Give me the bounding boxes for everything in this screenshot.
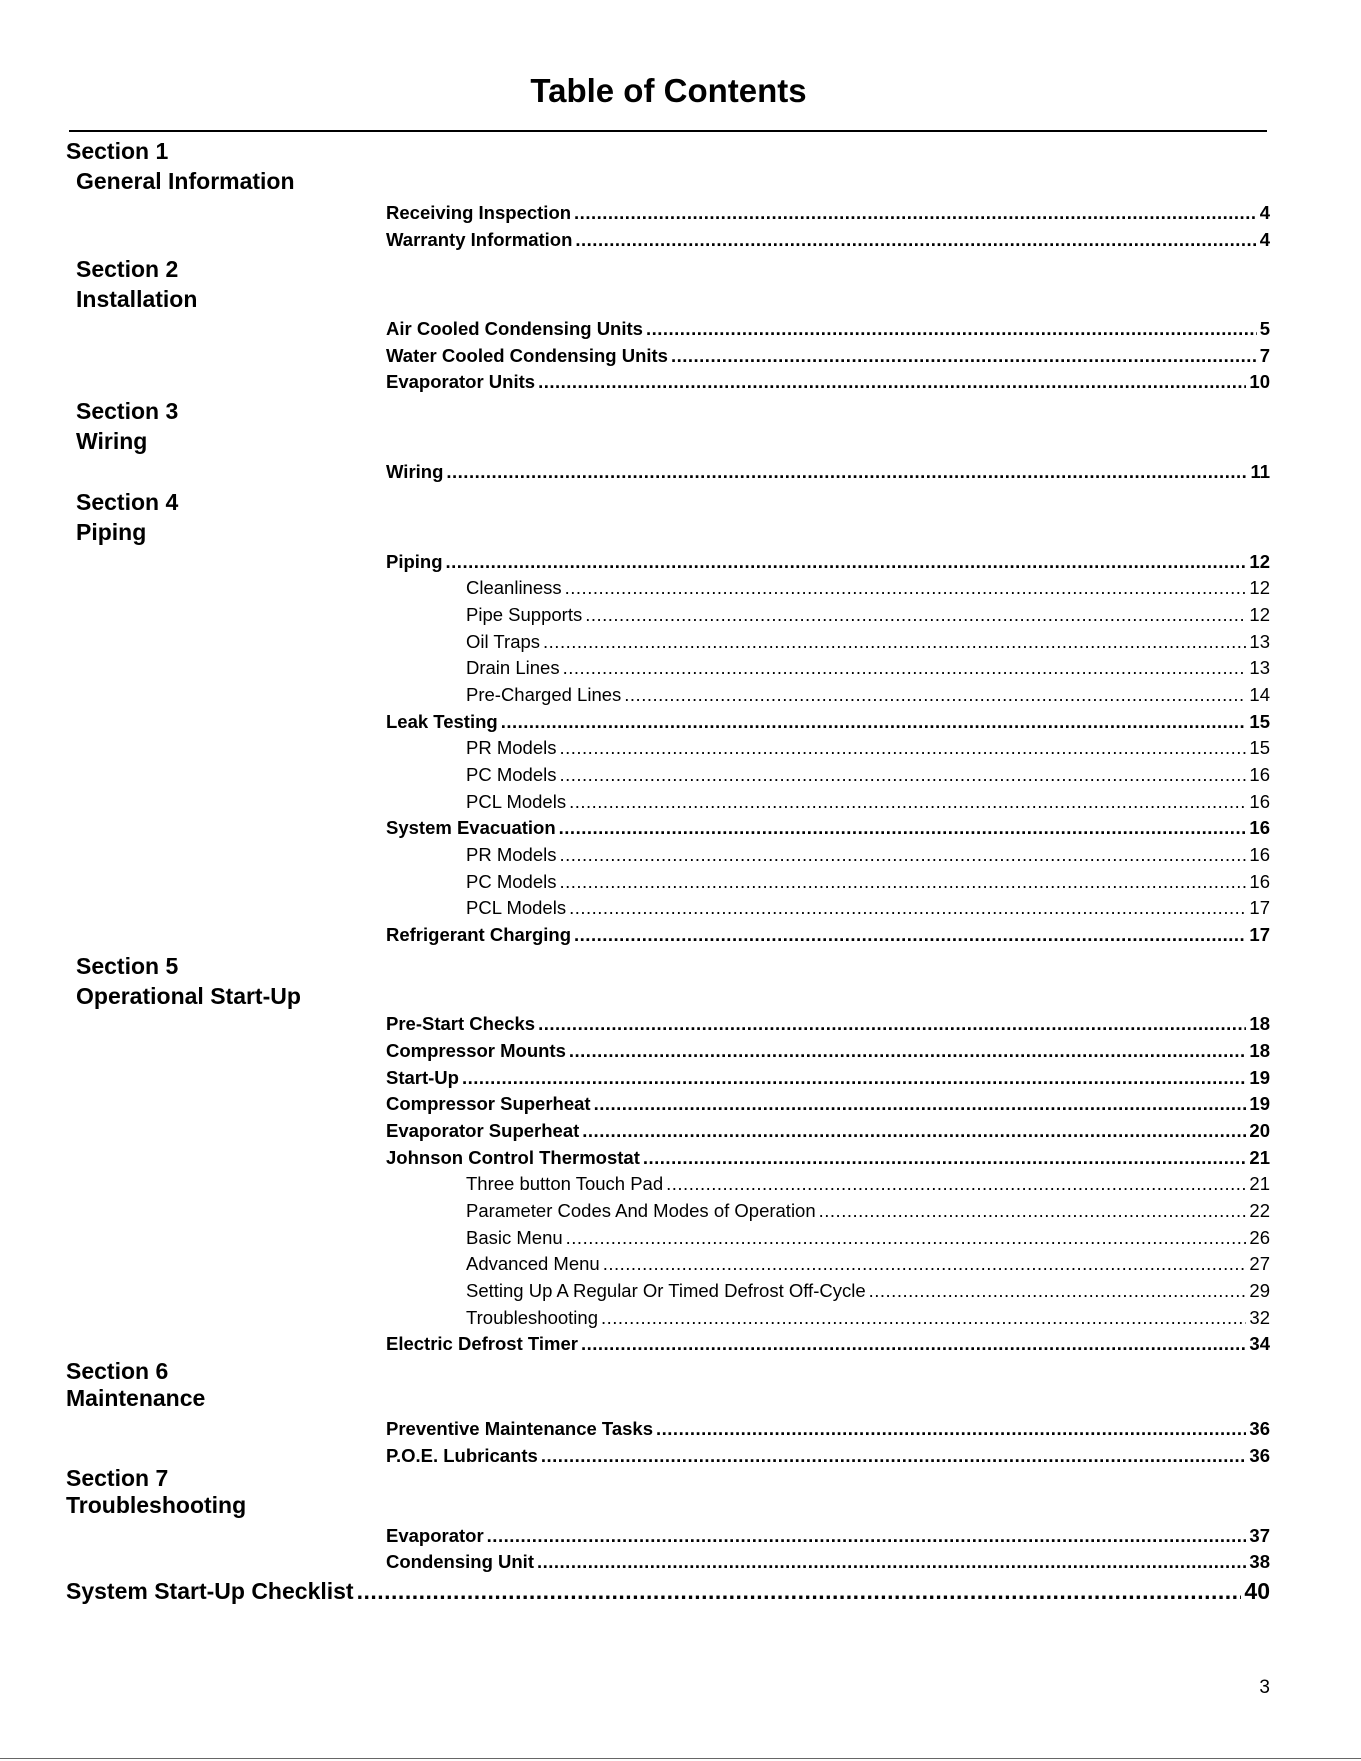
section-name: Maintenance (66, 1385, 206, 1411)
leader-dots (462, 1065, 1246, 1091)
toc-entry-cleanliness[interactable]: Cleanliness ..... 12 (466, 575, 1270, 601)
page-ref: 37 (1249, 1525, 1270, 1546)
toc-entry-start-up[interactable]: Start-Up ..... 19 (386, 1065, 1270, 1091)
section-name: Wiring (76, 428, 148, 454)
page-ref: 38 (1249, 1551, 1270, 1572)
toc-entry-preventive-maintenance-tasks[interactable]: Preventive Maintenance Tasks ..... 36 (386, 1416, 1270, 1442)
leader-dots (446, 459, 1247, 485)
leader-dots (487, 1523, 1247, 1549)
page-ref: 5 (1259, 318, 1270, 339)
leader-dots (538, 1011, 1246, 1037)
page-ref: 32 (1249, 1307, 1270, 1328)
toc-entry-warranty-information[interactable]: Warranty Information ..... 4 (386, 227, 1270, 253)
page-ref: 15 (1249, 711, 1270, 732)
page-ref: 19 (1249, 1093, 1270, 1114)
leader-dots (541, 1443, 1247, 1469)
section-heading: Section 6 (66, 1358, 169, 1384)
section-name: Troubleshooting (66, 1492, 247, 1518)
toc-entry-pc-models[interactable]: PC Models ..... 16 (466, 762, 1270, 788)
leader-dots (582, 1118, 1246, 1144)
page-ref: 16 (1249, 791, 1270, 812)
leader-dots (569, 789, 1246, 815)
section-3 (76, 396, 178, 456)
section-1 (66, 136, 295, 196)
page-ref: 16 (1249, 844, 1270, 865)
toc-entry-troubleshooting-sub[interactable]: Troubleshooting ..... 32 (466, 1305, 1270, 1331)
toc-entry-system-evacuation[interactable]: System Evacuation ..... 16 (386, 815, 1270, 841)
leader-dots (501, 709, 1247, 735)
page-ref: 26 (1249, 1227, 1270, 1248)
page-ref: 12 (1249, 604, 1270, 625)
toc-entry-compressor-mounts[interactable]: Compressor Mounts ..... 18 (386, 1038, 1270, 1064)
leader-dots (666, 1171, 1246, 1197)
leader-dots (603, 1251, 1247, 1277)
leader-dots (543, 629, 1246, 655)
leader-dots (566, 1225, 1247, 1251)
toc-entry-wiring[interactable]: Wiring ..... 11 (386, 459, 1270, 485)
page-ref: 17 (1249, 897, 1270, 918)
leader-dots (559, 842, 1246, 868)
toc-entry-compressor-superheat[interactable]: Compressor Superheat ..... 19 (386, 1091, 1270, 1117)
toc-entry-refrigerant-charging[interactable]: Refrigerant Charging ..... 17 (386, 922, 1270, 948)
toc-entry-poe-lubricants[interactable]: P.O.E. Lubricants ..... 36 (386, 1443, 1270, 1469)
leader-dots (563, 655, 1247, 681)
page-ref: 19 (1249, 1067, 1270, 1088)
leader-dots (569, 1038, 1247, 1064)
toc-entry-defrost-off-cycle[interactable]: Setting Up A Regular Or Timed Defrost Off-Cycle ..... 29 (466, 1278, 1270, 1304)
toc-entry-pcl-models[interactable]: PCL Models ..... 16 (466, 789, 1270, 815)
toc-entry-oil-traps[interactable]: Oil Traps ..... 13 (466, 629, 1270, 655)
toc-entry-system-start-up-checklist[interactable]: System Start-Up Checklist ..... 40 (66, 1576, 1270, 1606)
leader-dots (671, 343, 1257, 369)
leader-dots (869, 1278, 1247, 1304)
toc-entry-parameter-codes[interactable]: Parameter Codes And Modes of Operation ..... 22 (466, 1198, 1270, 1224)
section-heading: Section 7 (66, 1465, 169, 1491)
page-ref: 14 (1249, 684, 1270, 705)
toc-entry-advanced-menu[interactable]: Advanced Menu ..... 27 (466, 1251, 1270, 1277)
leader-dots (601, 1305, 1246, 1331)
leader-dots (819, 1198, 1247, 1224)
section-6 (66, 1358, 205, 1412)
page-ref: 20 (1249, 1120, 1270, 1141)
page-ref: 18 (1249, 1040, 1270, 1061)
leader-dots (624, 682, 1246, 708)
section-2 (76, 254, 197, 314)
leader-dots (575, 227, 1256, 253)
page-ref: 16 (1249, 764, 1270, 785)
section-name: Operational Start-Up (76, 983, 301, 1009)
page-ref: 15 (1249, 737, 1270, 758)
toc-entry-air-cooled-condensing-units[interactable]: Air Cooled Condensing Units ..... 5 (386, 316, 1270, 342)
toc-entry-receiving-inspection[interactable]: Receiving Inspection ..... 4 (386, 200, 1270, 226)
toc-entry-johnson-control-thermostat[interactable]: Johnson Control Thermostat ..... 21 (386, 1145, 1270, 1171)
page-ref: 21 (1249, 1173, 1270, 1194)
page-title: Table of Contents (530, 72, 807, 109)
leader-dots (574, 922, 1246, 948)
toc-entry-leak-testing[interactable]: Leak Testing ..... 15 (386, 709, 1270, 735)
toc-entry-electric-defrost-timer[interactable]: Electric Defrost Timer ..... 34 (386, 1331, 1270, 1357)
page-ref: 36 (1249, 1445, 1270, 1466)
page-ref: 7 (1259, 345, 1270, 366)
title-divider (69, 130, 1267, 132)
leader-dots (559, 762, 1246, 788)
leader-dots (559, 869, 1246, 895)
section-name: General Information (76, 168, 295, 194)
leader-dots (357, 1576, 1242, 1606)
leader-dots (581, 1331, 1246, 1357)
leader-dots (559, 735, 1246, 761)
page-ref: 27 (1249, 1253, 1270, 1274)
bottom-divider (0, 1758, 1361, 1759)
section-name: Installation (76, 286, 198, 312)
toc-entry-evaporator-units[interactable]: Evaporator Units ..... 10 (386, 369, 1270, 395)
page-ref: 21 (1249, 1147, 1270, 1168)
page-ref: 12 (1249, 577, 1270, 598)
section-heading: Section 2 (76, 256, 179, 282)
section-7 (66, 1465, 246, 1519)
leader-dots (574, 200, 1257, 226)
section-name: Piping (76, 519, 147, 545)
leader-dots (569, 895, 1246, 921)
leader-dots (565, 575, 1247, 601)
toc-entry-pre-start-checks[interactable]: Pre-Start Checks ..... 18 (386, 1011, 1270, 1037)
toc-entry-evaporator-superheat[interactable]: Evaporator Superheat ..... 20 (386, 1118, 1270, 1144)
toc-entry-condensing-unit[interactable]: Condensing Unit ..... 38 (386, 1549, 1270, 1575)
toc-entry-basic-menu[interactable]: Basic Menu ..... 26 (466, 1225, 1270, 1251)
page-ref: 18 (1249, 1013, 1270, 1034)
section-4 (76, 487, 178, 547)
leader-dots (585, 602, 1246, 628)
page-ref: 4 (1259, 229, 1270, 250)
leader-dots (594, 1091, 1247, 1117)
leader-dots (559, 815, 1247, 841)
leader-dots (537, 1549, 1246, 1575)
section-heading: Section 1 (66, 138, 169, 164)
toc-entry-three-button-touch-pad[interactable]: Three button Touch Pad ..... 21 (466, 1171, 1270, 1197)
toc-entry-piping[interactable]: Piping ..... 12 (386, 549, 1270, 575)
page-ref: 11 (1250, 461, 1270, 482)
leader-dots (538, 369, 1246, 395)
toc-entry-pre-charged-lines[interactable]: Pre-Charged Lines ..... 14 (466, 682, 1270, 708)
leader-dots (646, 316, 1257, 342)
page-ref: 10 (1249, 371, 1270, 392)
toc-entry-pc-models[interactable]: PC Models ..... 16 (466, 869, 1270, 895)
page-ref: 13 (1249, 631, 1270, 652)
section-5 (76, 951, 301, 1011)
toc-entry-pr-models[interactable]: PR Models ..... 16 (466, 842, 1270, 868)
page-ref: 22 (1249, 1200, 1270, 1221)
leader-dots (446, 549, 1247, 575)
page-ref: 12 (1249, 551, 1270, 572)
toc-entry-water-cooled-condensing-units[interactable]: Water Cooled Condensing Units ..... 7 (386, 343, 1270, 369)
page-ref: 34 (1249, 1333, 1270, 1354)
toc-entry-evaporator[interactable]: Evaporator ..... 37 (386, 1523, 1270, 1549)
page-ref: 36 (1249, 1418, 1270, 1439)
page-ref: 40 (1244, 1578, 1270, 1604)
leader-dots (656, 1416, 1246, 1442)
section-heading: Section 3 (76, 398, 179, 424)
section-heading: Section 4 (76, 489, 179, 515)
page-ref: 17 (1249, 924, 1270, 945)
page-ref: 13 (1249, 657, 1270, 678)
page-ref: 4 (1259, 202, 1270, 223)
leader-dots (643, 1145, 1247, 1171)
toc-entry-drain-lines[interactable]: Drain Lines ..... 13 (466, 655, 1270, 681)
page-ref: 16 (1249, 871, 1270, 892)
toc-entry-pr-models[interactable]: PR Models ..... 15 (466, 735, 1270, 761)
page-ref: 16 (1249, 817, 1270, 838)
section-heading: Section 5 (76, 953, 179, 979)
page-ref: 29 (1249, 1280, 1270, 1301)
toc-entry-pcl-models[interactable]: PCL Models ..... 17 (466, 895, 1270, 921)
toc-entry-pipe-supports[interactable]: Pipe Supports ..... 12 (466, 602, 1270, 628)
page-number: 3 (1259, 1677, 1270, 1698)
